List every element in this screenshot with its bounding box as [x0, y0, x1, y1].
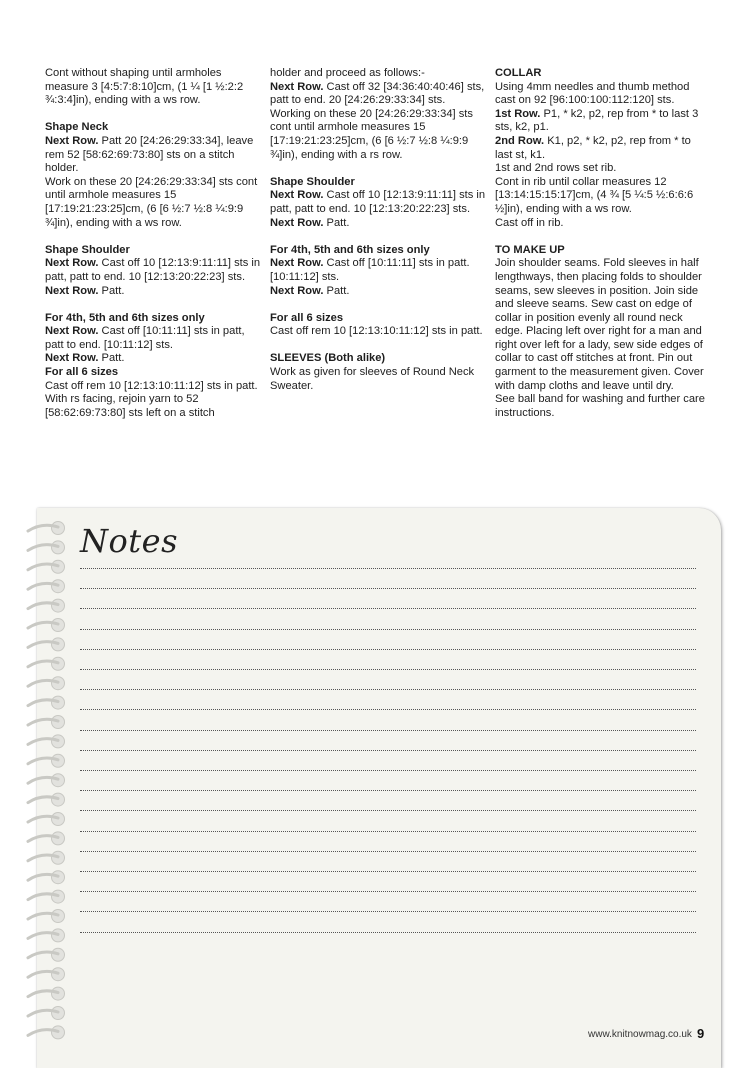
binding-ring: [28, 774, 65, 787]
notes-line: [80, 629, 696, 630]
row-text: K1, p2, * k2, p2, rep from * to last st, k1.: [495, 134, 691, 161]
row-text: Patt.: [323, 284, 350, 297]
care-text: See ball band for washing and further care instructions.: [495, 393, 705, 419]
notes-line: [80, 608, 696, 609]
sleeves-section: [270, 352, 486, 393]
binding-ring: [28, 871, 65, 884]
shape-shoulder-section-2: [270, 176, 486, 230]
binding-ring: [28, 580, 65, 593]
notes-line: [80, 669, 696, 670]
pattern-column-3: [495, 67, 709, 434]
shape-neck-heading: Shape Neck: [45, 121, 109, 134]
collar-heading: COLLAR: [495, 67, 542, 79]
collar-rib-text: 1st and 2nd rows set rib.: [495, 162, 617, 175]
binding-ring: [28, 793, 65, 806]
row-label: Next Row.: [45, 134, 99, 147]
sizes-456-row-2: [45, 352, 263, 366]
shape-shoulder-section: [45, 244, 263, 298]
binding-ring: [28, 754, 65, 767]
row-text: P1, * k2, p2, rep from * to last 3 sts, k2, p1.: [495, 107, 699, 134]
notes-line: [80, 891, 696, 892]
sizes-456-section: [45, 312, 263, 421]
continue-row-1: [270, 81, 486, 108]
binding-ring: [28, 560, 65, 573]
notes-line: [80, 810, 696, 811]
row-label: Next Row.: [45, 325, 99, 338]
binding-ring: [28, 696, 65, 709]
notes-line: [80, 911, 696, 912]
collar-section: [495, 67, 709, 230]
intro-text: Cont without shaping until armholes measure 3 [4:5:7:8:10]cm, (1 ¼ [1 ½:2:2 ¾:3:4]in), ending with a ws row.: [45, 67, 244, 107]
row-label: Next Row.: [270, 216, 324, 229]
row-label: 2nd Row.: [495, 134, 545, 147]
make-up-heading: TO MAKE UP: [495, 243, 565, 256]
binding-ring: [28, 716, 65, 729]
spiral-binding-icon: [24, 520, 74, 1060]
binding-ring: [28, 987, 65, 1000]
row-text: Cast off 32 [34:36:40:40:46] sts, patt to end. 20 [24:26:29:33:34] sts.: [270, 80, 485, 107]
pattern-column-1: [45, 67, 263, 420]
notes-line: [80, 649, 696, 650]
collar-row-1: [495, 108, 709, 135]
collar-row-2: [495, 135, 709, 162]
binding-ring: [28, 677, 65, 690]
binding-ring: [28, 599, 65, 612]
row-label: Next Row.: [270, 189, 324, 202]
binding-ring: [28, 851, 65, 864]
binding-ring: [28, 910, 65, 923]
row-text: Cast off [10:11:11] sts in patt, patt to end. [10:11:12] sts.: [45, 325, 245, 351]
binding-ring: [28, 735, 65, 748]
notes-line: [80, 689, 696, 690]
row-label: Next Row.: [45, 284, 99, 297]
footer-url: www.knitnowmag.co.uk: [588, 1029, 692, 1040]
sizes-456-section-2: [270, 244, 486, 298]
binding-ring: [28, 657, 65, 670]
row-label: Next Row.: [270, 257, 324, 270]
binding-ring: [28, 890, 65, 903]
row-label: Next Row.: [270, 284, 324, 297]
continue-section: [270, 67, 486, 162]
binding-ring: [28, 1007, 65, 1020]
shape-shoulder-row-2: [45, 285, 263, 299]
shape-shoulder-heading: Shape Shoulder: [270, 175, 355, 188]
shape-neck-row-1: [45, 135, 263, 176]
intro-section: [45, 67, 263, 108]
make-up-section: [495, 244, 709, 421]
binding-ring: [28, 832, 65, 845]
notes-line: [80, 750, 696, 751]
notes-line: [80, 709, 696, 710]
sizes-456-row-1: [270, 257, 486, 284]
continue-text: holder and proceed as follows:-: [270, 67, 425, 79]
notes-line: [80, 568, 696, 569]
binding-ring: [28, 619, 65, 632]
binding-ring: [28, 638, 65, 651]
notes-card: [37, 508, 721, 1068]
all-sizes-text: Cast off rem 10 [12:13:10:11:12] sts in patt.: [270, 325, 483, 338]
row-label: Next Row.: [45, 257, 99, 270]
row-label: Next Row.: [45, 352, 99, 365]
notes-line: [80, 831, 696, 832]
row-text: Cast off 10 [12:13:9:11:11] sts in patt, patt to end. 10 [12:13:20:22:23] sts.: [45, 257, 261, 283]
binding-ring: [28, 968, 65, 981]
shape-shoulder-row-1: [45, 257, 263, 284]
row-text: Cast off 10 [12:13:9:11:11] sts in patt, patt to end. 10 [12:13:20:22:23] sts.: [270, 189, 486, 215]
row-label: Next Row.: [270, 80, 324, 93]
shape-shoulder-heading: Shape Shoulder: [45, 243, 130, 256]
sizes-456-heading: For 4th, 5th and 6th sizes only: [270, 243, 430, 256]
binding-ring: [28, 1026, 65, 1039]
collar-intro: Using 4mm needles and thumb method cast on 92 [96:100:100:112:120] sts.: [495, 80, 690, 107]
sizes-456-heading: For 4th, 5th and 6th sizes only: [45, 311, 205, 324]
row-text: Patt.: [323, 216, 350, 229]
notes-line: [80, 932, 696, 933]
notes-line: [80, 871, 696, 872]
row-text: Patt.: [98, 352, 125, 365]
row-text: Patt 20 [24:26:29:33:34], leave rem 52 [58:62:69:73:80] sts on a stitch holder.: [45, 134, 254, 175]
sizes-456-row-2: [270, 285, 486, 299]
row-text: Cast off [10:11:11] sts in patt. [10:11:12] sts.: [270, 257, 470, 283]
all-sizes-heading: For all 6 sizes: [45, 366, 119, 379]
sizes-456-row-1: [45, 325, 263, 352]
row-text: Patt.: [98, 284, 125, 297]
notes-line: [80, 730, 696, 731]
binding-ring: [28, 948, 65, 961]
notes-line: [80, 790, 696, 791]
notes-line: [80, 851, 696, 852]
binding-ring: [28, 929, 65, 942]
all-sizes-text: Cast off rem 10 [12:13:10:11:12] sts in patt.: [45, 379, 258, 392]
rejoin-text: With rs facing, rejoin yarn to 52 [58:62:69:73:80] sts left on a stitch: [45, 393, 215, 419]
make-up-text: Join shoulder seams. Fold sleeves in half lengthways, then placing folds to shoulder seams, sew sleeves in position. Join side and sleeve seams. Sew cast on edge of collar in position evenly all round neck edge. Placing left over right for a man and right over left for a lady, sew side edges of collar to cast off stitches at front. Pin out garment to the measurement given. Cover with damp cloths and leave until dry.: [495, 257, 704, 392]
notes-title: Notes: [80, 522, 178, 560]
page-number: 9: [697, 1026, 705, 1041]
binding-ring: [28, 541, 65, 554]
binding-ring: [28, 522, 65, 535]
notes-line: [80, 770, 696, 771]
notes-line: [80, 588, 696, 589]
continue-text-2: Working on these 20 [24:26:29:33:34] sts cont until armhole measures 15 [17:19:21:23:25]cm, (6 [6 ½:7 ½:8 ¼:9:9 ¾]in), ending with a rs row.: [270, 107, 473, 161]
shape-shoulder-row-1: [270, 189, 486, 216]
pattern-column-2: [270, 67, 486, 407]
sleeves-text: Work as given for sleeves of Round Neck Sweater.: [270, 366, 475, 392]
shape-neck-text: Work on these 20 [24:26:29:33:34] sts cont until armhole measures 15 [17:19:21:23:25]cm, (6 [6 ½:7 ½:8 ¼:9:9 ¾]in), ending with a ws row.: [45, 175, 258, 229]
binding-ring: [28, 813, 65, 826]
collar-cont-text: Cont in rib until collar measures 12 [13:14:15:15:17]cm, (4 ¾ [5 ¼:5 ½:6:6:6 ½]in), ending with a ws row.: [495, 175, 694, 215]
shape-shoulder-row-2: [270, 217, 486, 231]
collar-castoff-text: Cast off in rib.: [495, 216, 564, 229]
row-label: 1st Row.: [495, 107, 541, 120]
all-sizes-section-2: [270, 312, 486, 339]
shape-neck-section: [45, 121, 263, 230]
sleeves-heading: SLEEVES (Both alike): [270, 352, 386, 365]
all-sizes-heading: For all 6 sizes: [270, 311, 344, 324]
